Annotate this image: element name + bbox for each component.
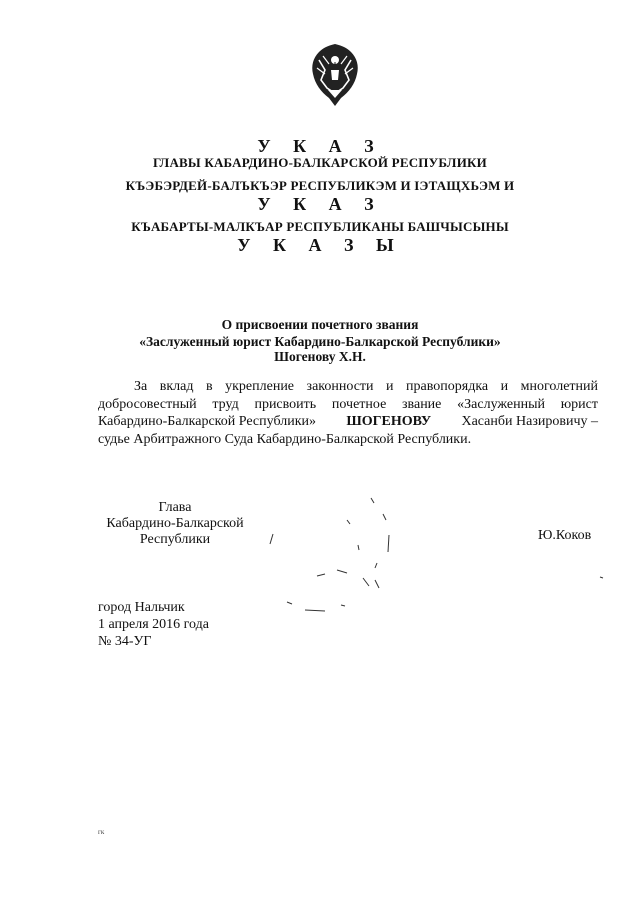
signer-title-line-1: Глава	[158, 500, 192, 515]
decree-number: № 34-УГ	[98, 634, 152, 649]
subject-line-1: О присвоении почетного звания	[221, 317, 419, 332]
body-line-3-post: Хасанби Назировичу –	[461, 414, 598, 429]
coat-of-arms-icon	[305, 40, 365, 112]
body-line-4: судье Арбитражного Суда Кабардино-Балкарской Республики.	[98, 432, 472, 447]
title-head-of-republic-ru: ГЛАВЫ КАБАРДИНО-БАЛКАРСКОЙ РЕСПУБЛИКИ	[153, 155, 487, 170]
title-ukaz-kabardian: У К А З	[257, 194, 383, 214]
handwritten-signature	[265, 490, 605, 620]
subject-line-2: «Заслуженный юрист Кабардино-Балкарской Республики»	[139, 334, 501, 349]
signer-title-line-3: Республики	[139, 532, 211, 547]
body-line-3	[98, 413, 598, 431]
margin-mark: гк	[98, 828, 105, 836]
title-ukaz-balkar: У К А З Ы	[237, 235, 403, 255]
awardee-surname: ШОГЕНОВУ	[346, 414, 432, 429]
signer-name: Ю.Коков	[538, 528, 592, 543]
title-head-of-republic-kabardian: КЪЭБЭРДЕЙ-БАЛЪКЪЭР РЕСПУБЛИКЭМ И ІЭТАЩХЬЭМ И	[125, 178, 515, 193]
body-line-3-pre: Кабардино-Балкарской Республики»	[98, 414, 316, 429]
place-of-signing: город Нальчик	[98, 600, 185, 615]
signer-title-line-2: Кабардино-Балкарской	[106, 516, 244, 531]
body-line-1: За вклад в укрепление законности и правопорядка и многолетний	[134, 379, 598, 394]
decree-date: 1 апреля 2016 года	[98, 617, 209, 632]
title-ukaz-ru: У К А З	[257, 136, 383, 156]
title-head-of-republic-balkar: КЪАБАРТЫ-МАЛКЪАР РЕСПУБЛИКАНЫ БАШЧЫСЫНЫ	[131, 219, 509, 234]
body-line-2: добросовестный труд присвоить почетное звание «Заслуженный юрист	[98, 397, 598, 412]
subject-line-3: Шогенову Х.Н.	[274, 349, 366, 364]
